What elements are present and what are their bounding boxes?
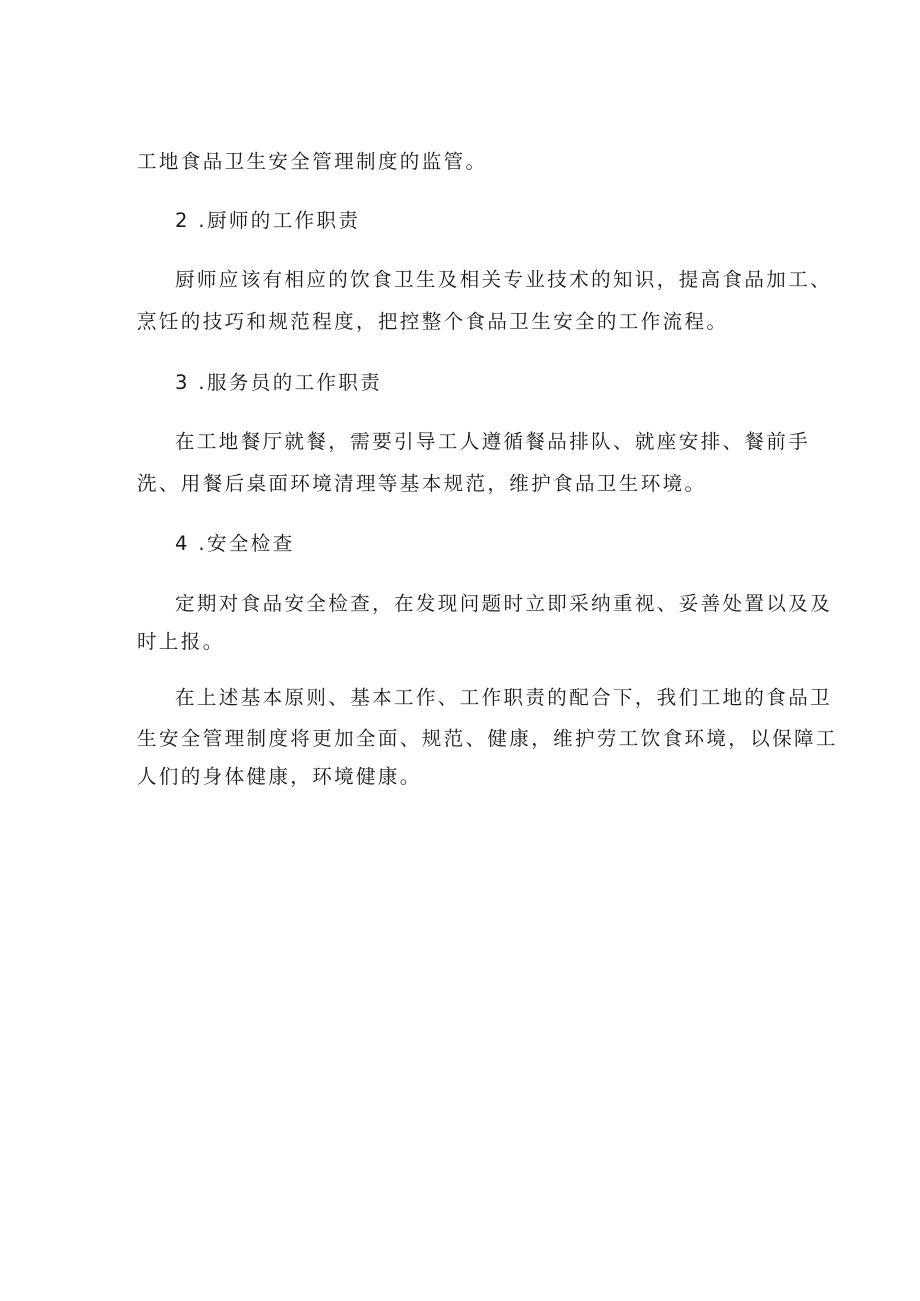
section-heading-safety-check: 4 .安全检查: [175, 532, 295, 555]
paragraph-line: 烹饪的技巧和规范程度，把控整个食品卫生安全的工作流程。: [137, 310, 729, 333]
conclusion-line: 生安全管理制度将更加全面、规范、健康，维护劳工饮食环境，以保障工: [137, 727, 838, 750]
conclusion-line: 在上述基本原则、基本工作、工作职责的配合下，我们工地的食品卫: [175, 686, 833, 709]
section-heading-waiter: 3 .服务员的工作职责: [175, 371, 383, 394]
conclusion-line: 人们的身体健康，环境健康。: [137, 765, 422, 788]
section-heading-chef: 2 .厨师的工作职责: [175, 209, 361, 232]
paragraph-line: 洗、用餐后桌面环境清理等基本规范，维护食品卫生环境。: [137, 472, 707, 495]
paragraph-line: 厨师应该有相应的饮食卫生及相关专业技术的知识，提高食品加工、: [175, 268, 833, 291]
paragraph-line: 时上报。: [137, 630, 225, 653]
paragraph-line: 定期对食品安全检查，在发现问题时立即采纳重视、妥善处置以及及: [175, 592, 833, 615]
paragraph-continuation: 工地食品卫生安全管理制度的监管。: [137, 150, 488, 173]
paragraph-line: 在工地餐厅就餐，需要引导工人遵循餐品排队、就座安排、餐前手: [175, 430, 811, 453]
